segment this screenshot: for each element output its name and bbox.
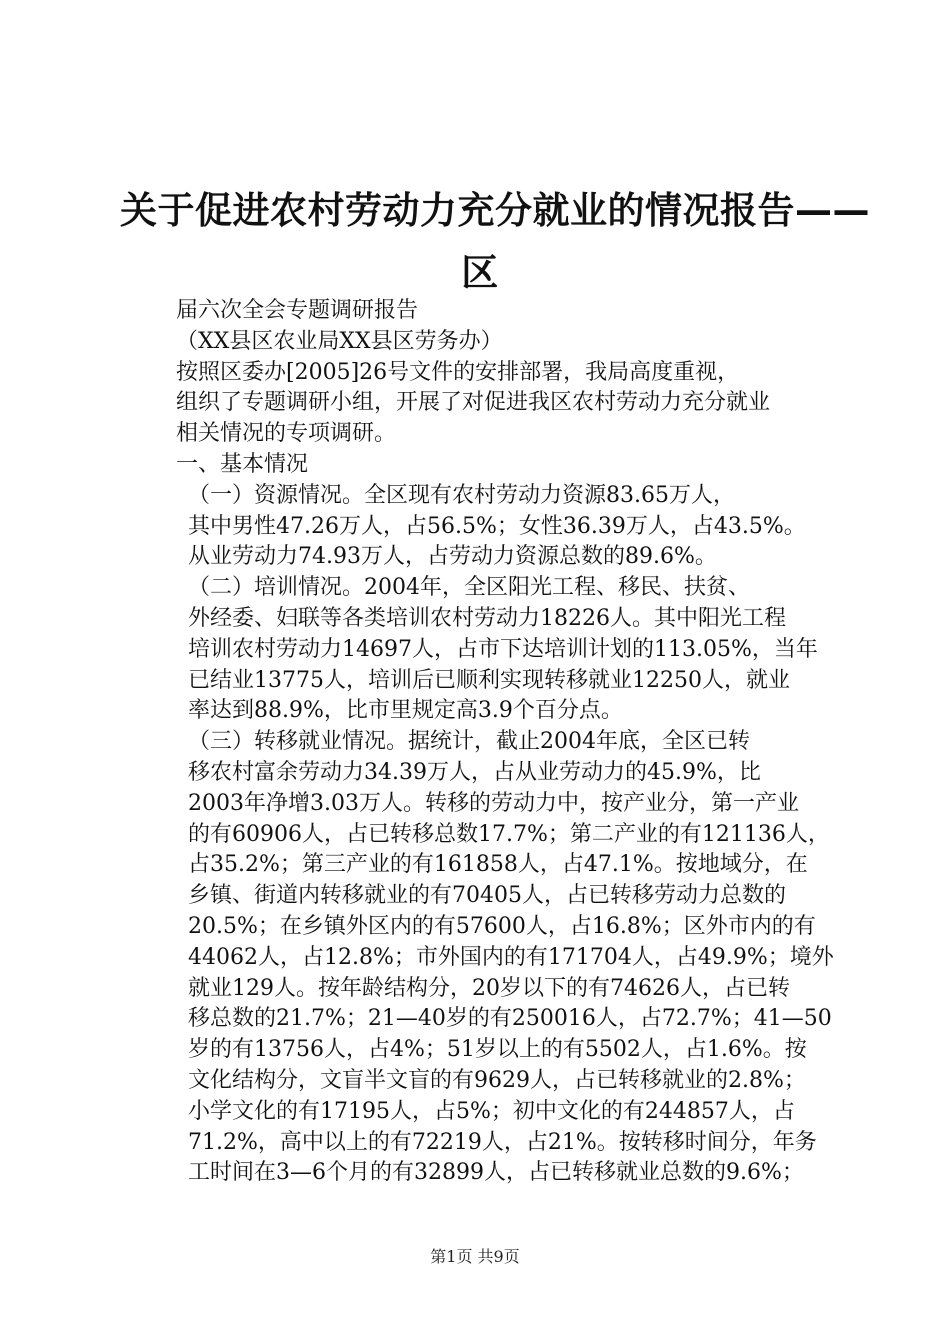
text-line: （一）资源情况。全区现有农村劳动力资源83.65万人，	[188, 482, 735, 508]
text-line: 71.2%，高中以上的有72219人，占21%。按转移时间分，年务	[188, 1129, 817, 1155]
document-title	[120, 180, 870, 304]
text-line: 从业劳动力74.93万人，占劳动力资源总数的89.6%。	[188, 544, 717, 570]
paragraph	[128, 450, 843, 481]
text-line: 其中男性47.26万人，占56.5%；女性36.39万人，占43.5%。	[188, 513, 806, 539]
paragraph	[128, 727, 843, 1189]
title-line-2: 区	[461, 251, 499, 294]
text-line: 按照区委办[2005]26号文件的安排部署，我局高度重视，	[176, 359, 740, 385]
document-body	[128, 296, 843, 1189]
text-line: （XX县区农业局XX县区劳务办）	[176, 328, 503, 354]
text-line: 组织了专题调研小组，开展了对促进我区农村劳动力充分就业	[176, 390, 771, 416]
text-line: 2003年净增3.03万人。转移的劳动力中，按产业分，第一产业	[188, 790, 799, 816]
title-line-1: 关于促进农村劳动力充分就业的情况报告——	[120, 189, 870, 232]
text-line: 就业129人。按年龄结构分，20岁以下的有74626人，占已转	[188, 975, 790, 1001]
text-line: 移总数的21.7%；21—40岁的有250016人，占72.7%；41—50	[188, 1006, 832, 1032]
text-line: 外经委、妇联等各类培训农村劳动力18226人。其中阳光工程	[188, 605, 786, 631]
paragraph	[128, 481, 843, 573]
text-line: 44062人，占12.8%；市外国内的有171704人，占49.9%；境外	[188, 944, 834, 970]
text-line: 培训农村劳动力14697人，占市下达培训计划的113.05%，当年	[188, 636, 818, 662]
text-line: （二）培训情况。2004年，全区阳光工程、移民、扶贫、	[188, 575, 750, 601]
text-line: 工时间在3—6个月的有32899人，占已转移就业总数的9.6%；	[188, 1160, 804, 1186]
text-line: 届六次全会专题调研报告	[176, 298, 419, 323]
text-line: 文化结构分，文盲半文盲的有9629人，占已转移就业的2.8%；	[188, 1067, 806, 1093]
text-line: 乡镇、街道内转移就业的有70405人，占已转移劳动力总数的	[188, 883, 786, 909]
text-line: （三）转移就业情况。据统计，截止2004年底，全区已转	[188, 729, 750, 755]
text-line: 20.5%；在乡镇外区内的有57600人，占16.8%；区外市内的有	[188, 913, 816, 939]
page-footer: 第1页 共9页	[430, 1247, 520, 1266]
text-line: 岁的有13756人，占4%；51岁以上的有5502人，占1.6%。按	[188, 1037, 807, 1063]
text-line: 率达到88.9%，比市里规定高3.9个百分点。	[188, 698, 623, 724]
paragraph	[128, 573, 843, 727]
paragraph	[128, 358, 843, 450]
text-line: 小学文化的有17195人，占5%；初中文化的有244857人，占	[188, 1098, 795, 1124]
text-line: 移农村富余劳动力34.39万人，占从业劳动力的45.9%，比	[188, 759, 761, 785]
text-line: 占35.2%；第三产业的有161858人，占47.1%。按地域分，在	[188, 852, 808, 878]
text-line: 一、基本情况	[176, 451, 309, 477]
text-line: 已结业13775人，培训后已顺利实现转移就业12250人，就业	[188, 667, 790, 693]
text-line: 相关情况的专项调研。	[176, 421, 397, 447]
paragraph	[128, 327, 843, 358]
paragraph	[128, 296, 843, 327]
text-line: 的有60906人，占已转移总数17.7%；第二产业的有121136人，	[188, 821, 830, 847]
